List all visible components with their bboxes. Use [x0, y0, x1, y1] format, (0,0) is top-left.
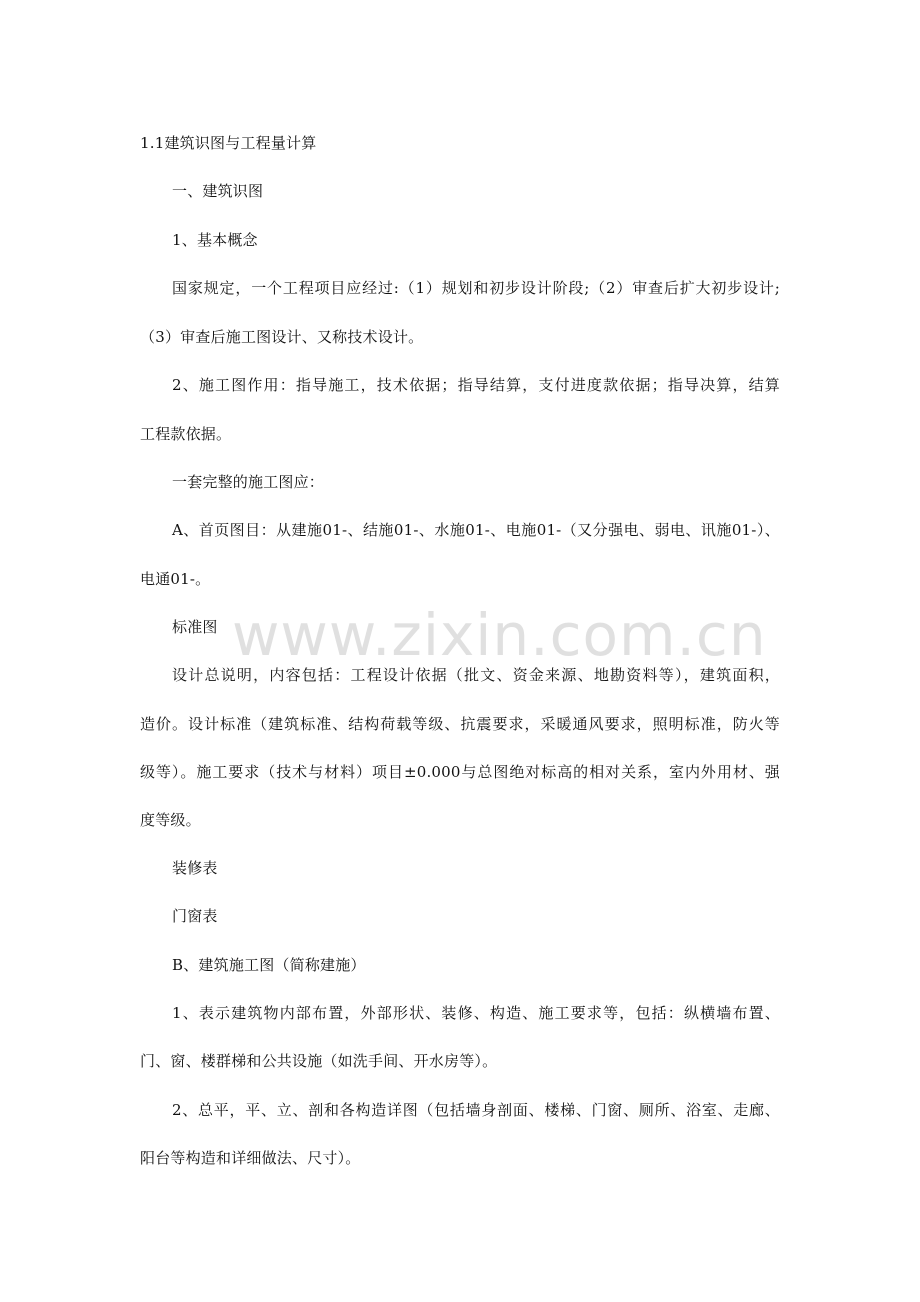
paragraph-line: 门窗表	[172, 907, 218, 925]
paragraph-line: 一套完整的施工图应：	[172, 473, 325, 491]
watermark: www.zixin.com.cn	[232, 601, 767, 669]
paragraph-line: 级等）。施工要求（技术与材料）项目±0.000与总图绝对标高的相对关系，室内外用材、强	[140, 763, 780, 781]
paragraph-line: 2、施工图作用：指导施工，技术依据；指导结算，支付进度款依据；指导决算，结算	[172, 376, 780, 394]
paragraph-line: 造价。设计标准（建筑标准、结构荷载等级、抗震要求，采暖通风要求，照明标准，防火等	[140, 715, 780, 733]
paragraph-line: 1、表示建筑物内部布置，外部形状、装修、构造、施工要求等，包括：纵横墙布置、	[172, 1004, 780, 1022]
paragraph-line: A、首页图目：从建施01-、结施01-、水施01-、电施01-（又分强电、弱电、讯施01-）、	[172, 521, 780, 539]
paragraph-line: （3）审查后施工图设计、又称技术设计。	[140, 328, 424, 346]
paragraph-line: 装修表	[172, 859, 218, 877]
paragraph-line: 阳台等构造和详细做法、尺寸）。	[140, 1149, 361, 1167]
paragraph-line: 2、总平，平、立、剖和各构造详图（包括墙身剖面、楼梯、门窗、厕所、浴室、走廊、	[172, 1101, 780, 1119]
paragraph-line: 设计总说明，内容包括：工程设计依据（批文、资金来源、地勘资料等），建筑面积，	[172, 666, 780, 684]
paragraph-line: 工程款依据。	[140, 425, 232, 443]
paragraph-line: 标准图	[172, 618, 218, 636]
paragraph-line: B、建筑施工图（简称建施）	[172, 956, 366, 974]
paragraph-line: 国家规定，一个工程项目应经过:（1）规划和初步设计阶段;（2）审查后扩大初步设计;	[172, 279, 780, 297]
heading-architectural-drawing: 一、建筑识图	[172, 182, 264, 200]
paragraph-line: 门、窗、楼群梯和公共设施（如洗手间、开水房等）。	[140, 1052, 498, 1070]
section-title: 1.1建筑识图与工程量计算	[140, 134, 317, 152]
paragraph-line: 电通01-。	[140, 570, 211, 588]
paragraph-line: 度等级。	[140, 811, 201, 829]
heading-basic-concepts: 1、基本概念	[172, 231, 258, 249]
